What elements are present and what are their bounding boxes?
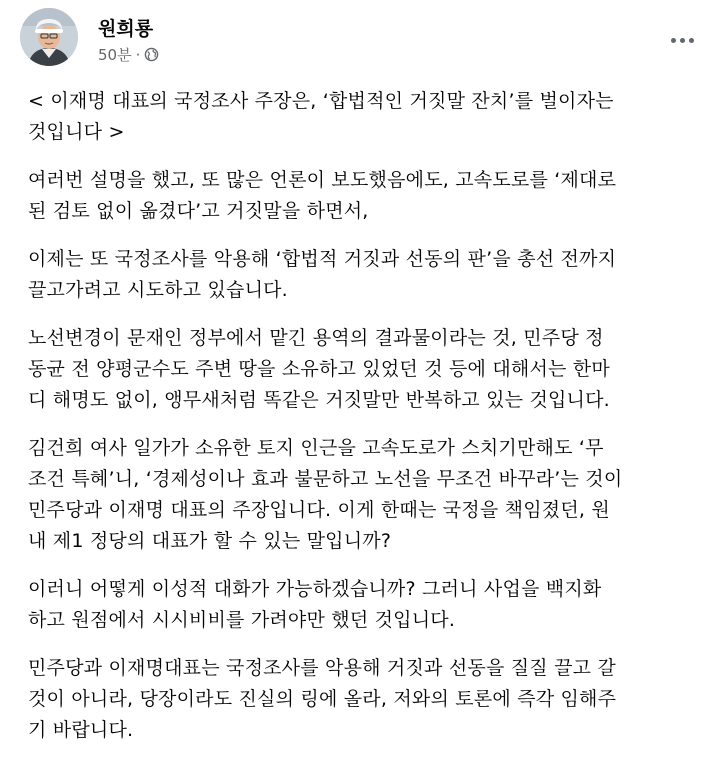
post-meta	[98, 44, 159, 65]
post-header	[20, 8, 700, 72]
post-time[interactable]: 50분	[98, 46, 132, 64]
post-paragraph: 여러번 설명을 했고, 또 많은 언론이 보도했음에도, 고속도로를 ‘제대로 된 검토 없이 옮겼다’고 거짓말을 하면서,	[28, 169, 617, 222]
more-horizontal-icon[interactable]	[664, 22, 700, 58]
globe-icon[interactable]	[144, 47, 159, 62]
post-paragraph: 김건희 여사 일가가 소유한 토지 인근을 고속도로가 스치기만해도 ‘무 조건 특혜’니, ‘경제성이나 효과 불문하고 노선을 무조건 바꾸라’는 것이 민주당과 이재명 대표의 주장입니다. 이게 한때는 국정을 책임졌던, 원 내 제1 정당의 대표가 할 수 있는 말입니까?	[28, 437, 623, 552]
post-paragraph: < 이재명 대표의 국정조사 주장은, ‘합법적인 거짓말 잔치’를 벌이자는 것입니다 >	[28, 90, 614, 143]
author-name[interactable]: 원희룡	[98, 18, 154, 40]
post-paragraph: 이제는 또 국정조사를 악용해 ‘합법적 거짓과 선동의 판’을 총선 전까지 끌고가려고 시도하고 있습니다.	[28, 248, 617, 301]
profile-photo	[20, 8, 78, 66]
post-body	[28, 86, 710, 763]
post-paragraph: 민주당과 이재명대표는 국정조사를 악용해 거짓과 선동을 질질 끌고 갈 것이 아니라, 당장이라도 진실의 링에 올라, 저와의 토론에 즉각 임해주 기 바랍니다.	[28, 657, 617, 741]
meta-separator: ·	[135, 45, 141, 64]
post-paragraph: 이러니 어떻게 이성적 대화가 가능하겠습니까? 그러니 사업을 백지화 하고 원점에서 시시비비를 가려야만 했던 것입니다.	[28, 578, 602, 631]
avatar[interactable]	[20, 8, 78, 66]
post-paragraph: 노선변경이 문재인 정부에서 맡긴 용역의 결과물이라는 것, 민주당 정 동균 전 양평군수도 주변 땅을 소유하고 있었던 것 등에 대해서는 한마 디 해명도 없이, 앵무새처럼 똑같은 거짓말만 반복하고 있는 것입니다.	[28, 327, 610, 411]
